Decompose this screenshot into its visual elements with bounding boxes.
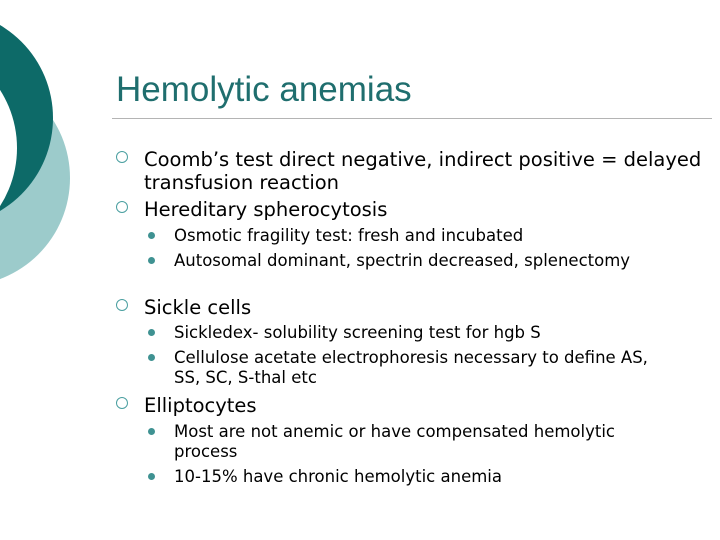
filled-dot-bullet-icon [148, 354, 155, 361]
sub-bullet-autosomal-dominant [148, 251, 668, 271]
filled-dot-bullet-icon [148, 232, 155, 239]
sub-bullet-electrophoresis [148, 348, 668, 387]
bullet-text: Hereditary spherocytosis [144, 198, 388, 221]
bullet-text: Sickle cells [144, 296, 252, 319]
sub-bullet-text: Cellulose acetate electrophoresis necessary to define AS, SS, SC, S-thal etc [174, 348, 648, 387]
sub-bullet-text: 10-15% have chronic hemolytic anemia [174, 467, 502, 486]
hollow-circle-bullet-icon [116, 397, 128, 409]
filled-dot-bullet-icon [148, 473, 155, 480]
filled-dot-bullet-icon [148, 329, 155, 336]
sub-bullet-chronic-hemolytic [148, 467, 668, 487]
sub-bullet-text: Most are not anemic or have compensated hemolytic process [174, 422, 616, 461]
hollow-circle-bullet-icon [116, 151, 128, 163]
bullet-hereditary-spherocytosis [116, 198, 706, 221]
sub-bullet-text: Sickledex- solubility screening test for hgb S [174, 323, 541, 342]
hollow-circle-bullet-icon [116, 299, 128, 311]
bullet-coombs-test [116, 148, 706, 194]
slide-title: Hemolytic anemias [116, 70, 412, 109]
bullet-sickle-cells [116, 296, 706, 319]
filled-dot-bullet-icon [148, 428, 155, 435]
sub-bullet-text: Osmotic fragility test: fresh and incubated [174, 226, 524, 245]
filled-dot-bullet-icon [148, 257, 155, 264]
sub-bullet-not-anemic [148, 422, 668, 461]
bullet-text: Coomb’s test direct negative, indirect positive = delayed transfusion reaction [144, 148, 702, 194]
bullet-text: Elliptocytes [144, 394, 257, 417]
hollow-circle-bullet-icon [116, 201, 128, 213]
sub-bullet-sickledex [148, 323, 668, 343]
sub-bullet-osmotic-fragility [148, 226, 668, 246]
bullet-elliptocytes [116, 394, 706, 417]
sub-bullet-text: Autosomal dominant, spectrin decreased, splenectomy [174, 251, 631, 270]
